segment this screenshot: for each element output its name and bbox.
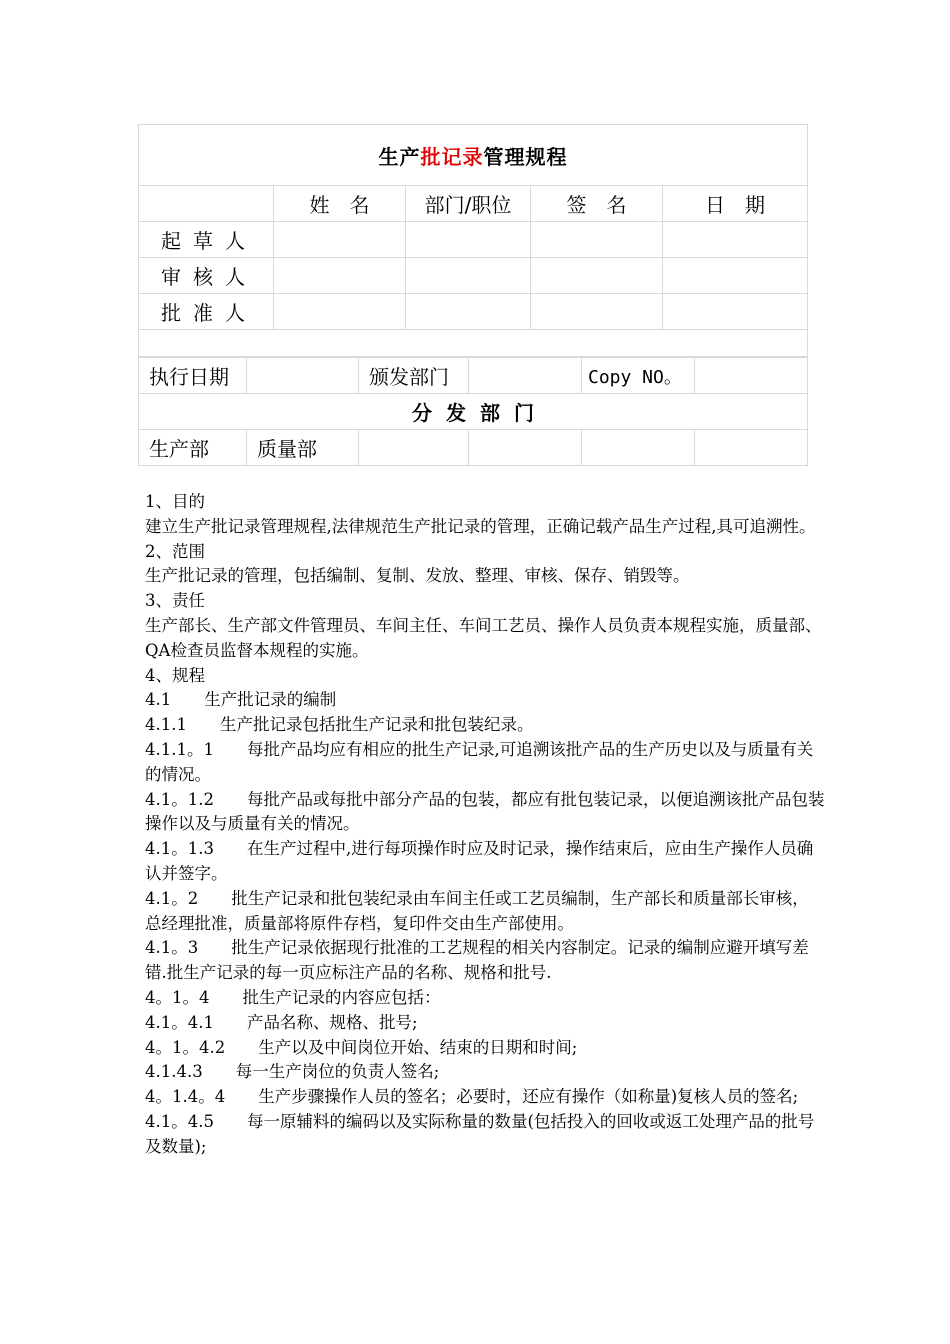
reviewer-row — [139, 258, 808, 294]
clause: 4.1.1。1 每批产品均应有相应的批生产记录,可追溯该批产品的生产历史以及与质量有关的情况。 — [145, 739, 814, 784]
approver-name-cell[interactable] — [274, 294, 406, 330]
clause: 4。1。4.2 生产以及中间岗位开始、结束的日期和时间; — [145, 1037, 578, 1057]
issue-dept-cell[interactable] — [469, 358, 582, 394]
copy-no-cell[interactable] — [695, 358, 808, 394]
clause: 4.1。4.1 产品名称、规格、批号; — [145, 1012, 418, 1032]
paragraph: 生产部长、生产部文件管理员、车间主任、车间工艺员、操作人员负责本规程实施，质量部、QA检查员监督本规程的实施。 — [145, 615, 822, 660]
distribution-heading: 分发部门 — [139, 394, 808, 430]
meta-row — [139, 358, 808, 394]
clause: 4.1.4.3 每一生产岗位的负责人签名; — [145, 1062, 440, 1082]
section-heading: 3、责任 — [145, 591, 205, 611]
dept-cell-5[interactable] — [582, 430, 695, 466]
document-title: 生产批记录管理规程 — [139, 125, 808, 186]
clause: 4.1.1 生产批记录包括批生产记录和批包装纪录。 — [145, 715, 534, 735]
dept-quality: 质量部 — [247, 430, 359, 466]
approval-header-row — [139, 186, 808, 222]
exec-date-cell[interactable] — [247, 358, 359, 394]
header-date: 日 期 — [663, 186, 808, 222]
header-dept-position: 部门/职位 — [406, 186, 531, 222]
drafter-row — [139, 222, 808, 258]
section-heading: 4、规程 — [145, 665, 205, 685]
clause: 4.1 生产批记录的编制 — [145, 690, 337, 710]
drafter-name-cell[interactable] — [274, 222, 406, 258]
header-signature: 签 名 — [531, 186, 663, 222]
drafter-dept-cell[interactable] — [406, 222, 531, 258]
reviewer-dept-cell[interactable] — [406, 258, 531, 294]
dept-cell-4[interactable] — [469, 430, 582, 466]
clause: 4。1。4 批生产记录的内容应包括： — [145, 987, 441, 1007]
dept-production: 生产部 — [139, 430, 247, 466]
paragraph: 生产批记录的管理，包括编制、复制、发放、整理、审核、保存、销毁等。 — [145, 566, 690, 586]
clause: 4.1。4.5 每一原辅料的编码以及实际称量的数量(包括投入的回收或返工处理产品的批号及数量); — [145, 1111, 815, 1156]
approver-label: 批准人 — [139, 294, 274, 330]
section-heading: 1、目的 — [145, 492, 205, 511]
reviewer-label: 审核人 — [139, 258, 274, 294]
approver-date-cell[interactable] — [663, 294, 808, 330]
spacer-row — [139, 330, 808, 357]
copy-no-label: Copy NO。 — [582, 358, 695, 394]
dept-cell-6[interactable] — [695, 430, 808, 466]
drafter-label: 起草人 — [139, 222, 274, 258]
paragraph: 建立生产批记录管理规程,法律规范生产批记录的管理，正确记载产品生产过程,具可追溯性。 — [145, 516, 816, 536]
section-heading: 2、范围 — [145, 541, 205, 561]
clause: 4.1。2 批生产记录和批包装纪录由车间主任或工艺员编制，生产部长和质量部长审核，总经理批准，质量部将原件存档，复印件交由生产部使用。 — [145, 888, 809, 933]
reviewer-sign-cell[interactable] — [531, 258, 663, 294]
drafter-date-cell[interactable] — [663, 222, 808, 258]
clause: 4.1。1.3 在生产过程中,进行每项操作时应及时记录，操作结束后，应由生产操作人员确认并签字。 — [145, 839, 814, 883]
document-body — [145, 490, 825, 1160]
header-name: 姓 名 — [274, 186, 406, 222]
issue-dept-label: 颁发部门 — [359, 358, 469, 394]
exec-date-label: 执行日期 — [139, 358, 247, 394]
clause: 4.1。3 批生产记录依据现行批准的工艺规程的相关内容制定。记录的编制应避开填写差错.批生产记录的每一页应标注产品的名称、规格和批号. — [145, 938, 809, 983]
approver-row — [139, 294, 808, 330]
dept-cell-3[interactable] — [359, 430, 469, 466]
approver-dept-cell[interactable] — [406, 294, 531, 330]
document-header-form — [138, 124, 807, 462]
distribution-row — [139, 430, 808, 466]
clause: 4.1。1.2 每批产品或每批中部分产品的包装，都应有批包装记录，以便追溯该批产品包装操作以及与质量有关的情况。 — [145, 789, 825, 834]
reviewer-name-cell[interactable] — [274, 258, 406, 294]
drafter-sign-cell[interactable] — [531, 222, 663, 258]
reviewer-date-cell[interactable] — [663, 258, 808, 294]
clause: 4。1.4。4 生产步骤操作人员的签名；必要时，还应有操作（如称量)复核人员的签名; — [145, 1087, 799, 1107]
header-blank — [139, 186, 274, 222]
approver-sign-cell[interactable] — [531, 294, 663, 330]
